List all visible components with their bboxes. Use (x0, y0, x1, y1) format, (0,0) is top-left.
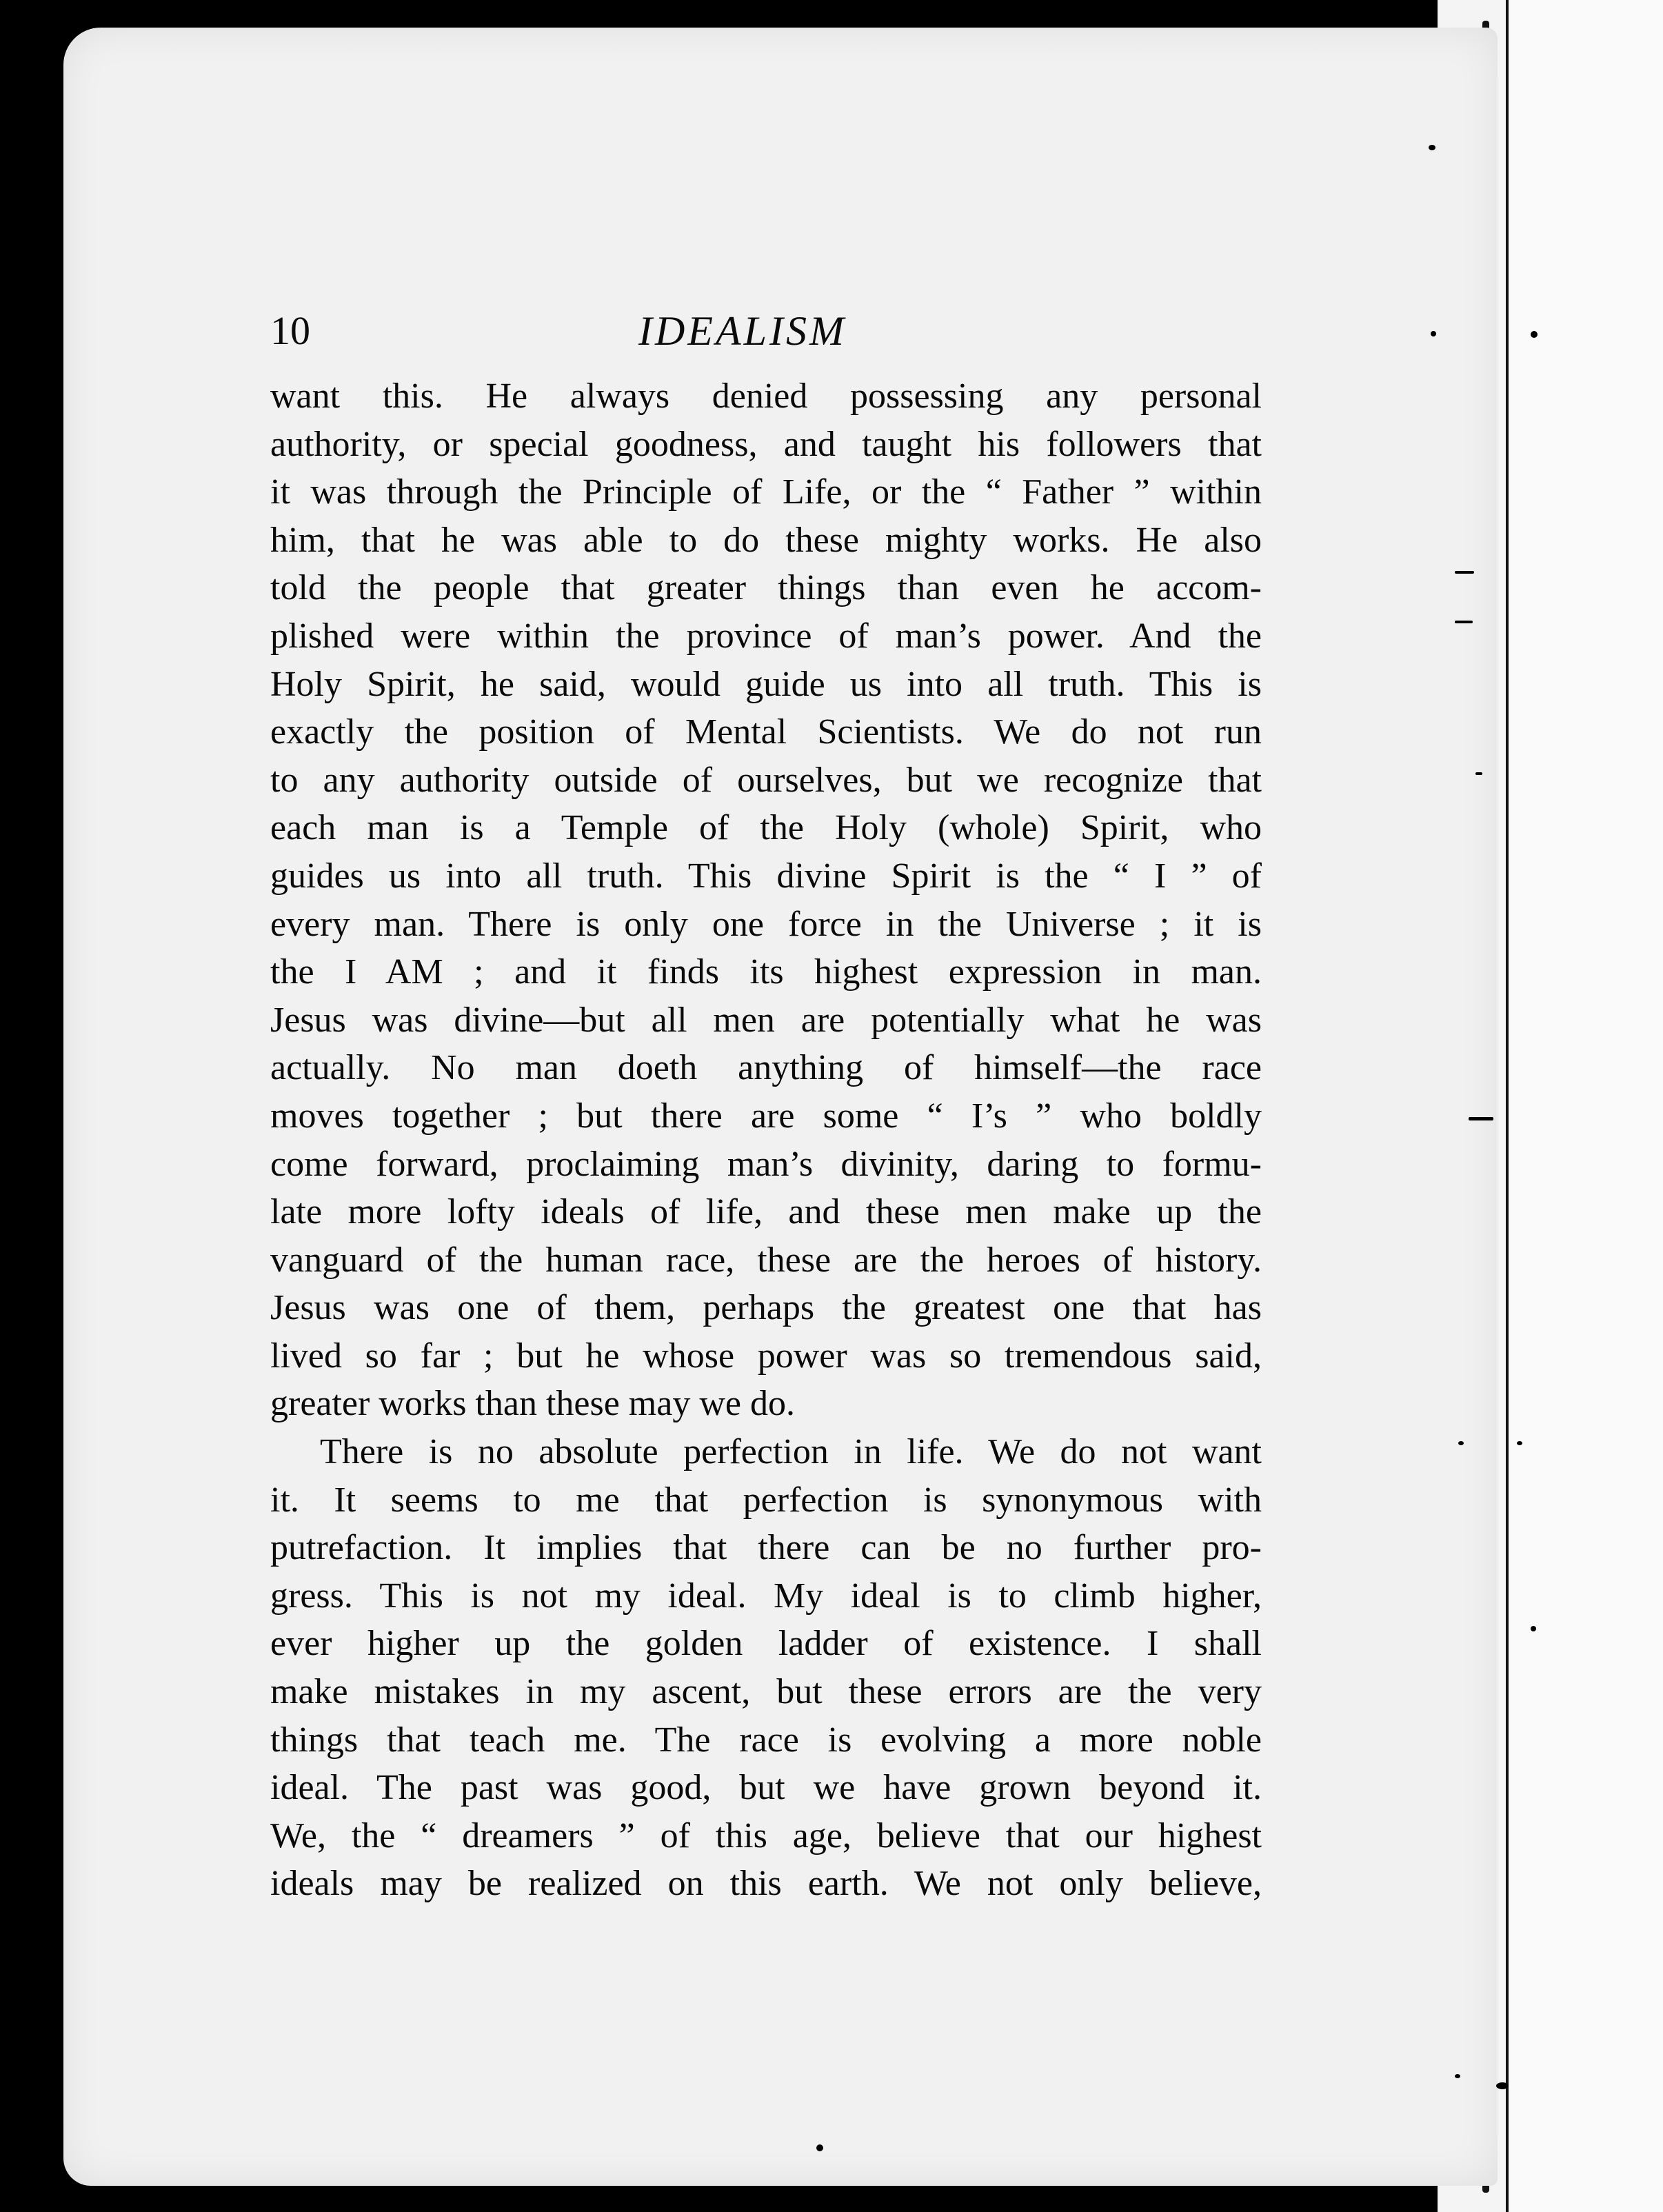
text-line: it. It seems to me that perfection is synonymous with (270, 1480, 1262, 1520)
text-line: guides us into all truth. This divine Spirit is the “ I ” of (270, 856, 1262, 896)
text-line: Jesus was one of them, perhaps the greatest one that has (270, 1288, 1262, 1328)
text-line: him, that he was able to do these mighty works. He also (270, 520, 1262, 560)
scan-speck (1458, 1441, 1464, 1445)
text-line: each man is a Temple of the Holy (whole) Spirit, who (270, 808, 1262, 848)
scan-speck (1455, 2074, 1460, 2078)
scan-speck (1469, 1117, 1493, 1120)
text-line: it was through the Principle of Life, or the “ Father ” within (270, 472, 1262, 512)
scan-speck (1517, 1441, 1522, 1445)
scan-speck (1455, 571, 1474, 574)
text-line: actually. No man doeth anything of himself—the race (270, 1048, 1262, 1088)
text-line: every man. There is only one force in the Universe ; it is (270, 904, 1262, 944)
text-line: Jesus was divine—but all men are potentially what he was (270, 1000, 1262, 1040)
text-line: things that teach me. The race is evolving a more noble (270, 1720, 1262, 1760)
scan-speck (28, 63, 37, 73)
text-line: exactly the position of Mental Scientists. We do not run (270, 712, 1262, 752)
scan-speck (816, 2144, 823, 2151)
scan-speck (1431, 331, 1436, 336)
text-line: late more lofty ideals of life, and these men make up the (270, 1192, 1262, 1232)
text-line: There is no absolute perfection in life. We do not want (320, 1432, 1262, 1472)
text-line: ideals may be realized on this earth. We not only believe, (270, 1864, 1262, 1904)
text-line: come forward, proclaiming man’s divinity, daring to formu- (270, 1144, 1262, 1184)
text-line: to any authority outside of ourselves, but we recognize that (270, 760, 1262, 800)
scan-speck (1496, 2082, 1509, 2089)
text-line: vanguard of the human race, these are the heroes of history. (270, 1240, 1262, 1280)
spine-line-outer (1506, 0, 1509, 2212)
scan-speck (1531, 331, 1538, 338)
scan-speck (1429, 145, 1435, 150)
text-line: gress. This is not my ideal. My ideal is to climb higher, (270, 1576, 1262, 1616)
text-line: greater works than these may we do. (270, 1384, 795, 1424)
text-line: putrefaction. It implies that there can be no further pro- (270, 1528, 1262, 1568)
running-title: IDEALISM (638, 308, 847, 354)
text-line: told the people that greater things than even he accom- (270, 568, 1262, 608)
text-line: ever higher up the golden ladder of existence. I shall (270, 1624, 1262, 1664)
text-line: the I AM ; and it finds its highest expression in man. (270, 952, 1262, 992)
text-line: We, the “ dreamers ” of this age, believe that our highest (270, 1816, 1262, 1856)
body-text (270, 372, 1262, 1908)
scan-speck (1531, 1626, 1536, 1631)
text-line: want this. He always denied possessing any personal (270, 376, 1262, 416)
running-head (270, 302, 1249, 360)
text-line: make mistakes in my ascent, but these errors are the very (270, 1672, 1262, 1712)
text-line: ideal. The past was good, but we have grown beyond it. (270, 1768, 1262, 1808)
scan-speck (1455, 621, 1473, 623)
text-line: Holy Spirit, he said, would guide us into all truth. This is (270, 664, 1262, 704)
text-line: authority, or special goodness, and taught his followers that (270, 424, 1262, 464)
text-line: lived so far ; but he whose power was so tremendous said, (270, 1336, 1262, 1376)
page-number: 10 (270, 308, 310, 353)
text-line: moves together ; but there are some “ I’s ” who boldly (270, 1096, 1262, 1136)
scan-speck (1475, 772, 1482, 775)
text-line: plished were within the province of man’s power. And the (270, 616, 1262, 656)
